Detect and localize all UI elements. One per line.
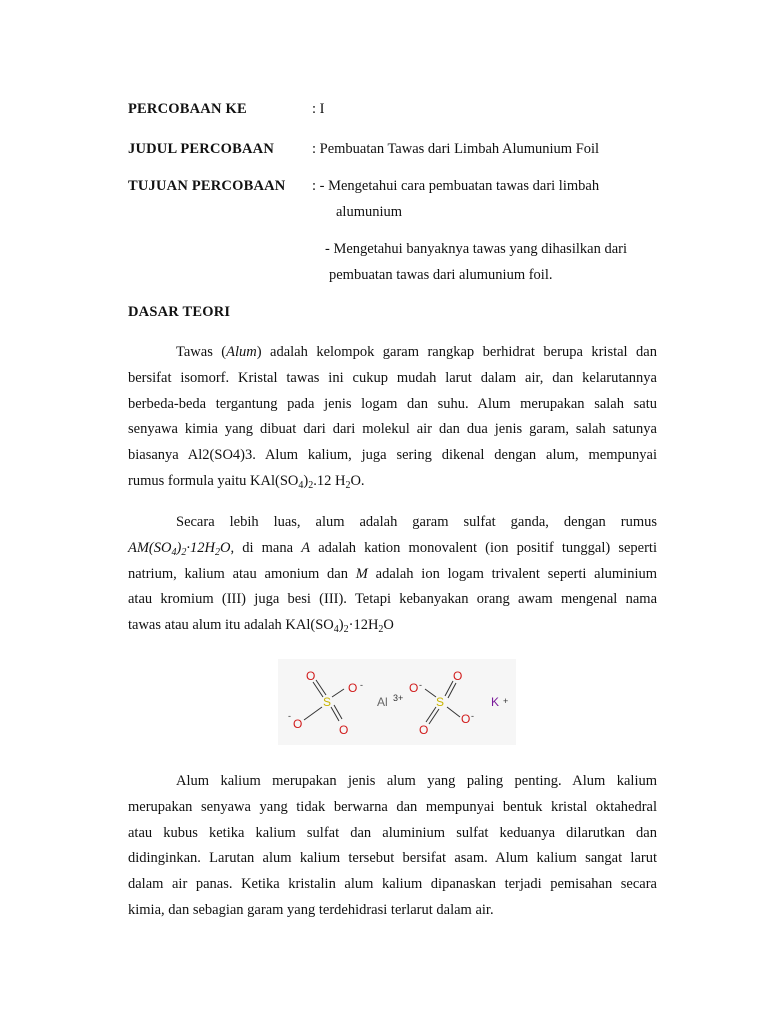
paragraph-line: atau kubus ketika kalium sulfat dan aluminium sulfat keduanya dilarutkan dan	[128, 824, 657, 841]
paragraph-line: $AM(SO_4)_2\cdot 12H_2O$, di mana A adalah kation monovalent (ion positif tunggal) seperti	[128, 539, 657, 558]
sulfur-atom: S	[323, 695, 332, 709]
paragraph-1	[128, 340, 657, 495]
percobaan-ke-value: : I	[312, 101, 325, 117]
paragraph-line: rumus formula yaitu $KAl(SO_4)_2.12$ $H_2O$.	[128, 472, 365, 491]
oxygen-atom: O	[293, 717, 303, 731]
charge-label: +	[503, 696, 509, 706]
oxygen-atom: O	[339, 723, 349, 737]
paragraph-2	[128, 510, 657, 639]
percobaan-ke-label: PERCOBAAN KE	[128, 101, 247, 117]
paragraph-line: atau kromium (III) juga besi (III). Tetapi kebanyakan orang awam mengenal nama	[128, 591, 657, 608]
paragraph-line: bersifat isomorf. Kristal tawas ini cukup mudah larut dalam air, dan kelarutannya	[128, 369, 657, 386]
oxygen-atom: O	[306, 669, 316, 683]
charge-label: -	[360, 680, 363, 690]
judul-percobaan-label: JUDUL PERCOBAAN	[128, 141, 274, 157]
paragraph-line: biasanya Al2(SO4)3. Alum kalium, juga sering dikenal dengan alum, mempunyai	[128, 447, 657, 464]
judul-percobaan-value: : Pembuatan Tawas dari Limbah Alumunium Foil	[312, 141, 600, 157]
oxygen-atom: O	[409, 681, 419, 695]
charge-label: -	[471, 711, 474, 721]
tujuan-item-1-line-2: alumunium	[336, 204, 403, 220]
charge-label: 3+	[393, 693, 404, 703]
oxygen-atom: O	[348, 681, 358, 695]
paragraph-line: Tawas (Alum) adalah kelompok garam rangkap berhidrat berupa kristal dan	[176, 344, 657, 360]
tujuan-item-2-line-2: pembuatan tawas dari alumunium foil.	[329, 267, 553, 283]
paragraph-line: Secara lebih luas, alum adalah garam sulfat ganda, dengan rumus	[176, 514, 657, 530]
sulfur-atom: S	[436, 695, 445, 709]
paragraph-line: merupakan senyawa yang tidak berwarna dan mempunyai bentuk kristal oktahedral	[128, 798, 657, 815]
paragraph-line: didinginkan. Larutan alum kalium tersebut bersifat asam. Alum kalium sangat larut	[128, 850, 657, 867]
tujuan-percobaan-label: TUJUAN PERCOBAAN	[128, 178, 286, 194]
alum-structure-diagram	[278, 659, 516, 745]
paragraph-line: dalam air panas. Ketika kristalin alum kalium dipanaskan terjadi pemisahan secara	[128, 876, 657, 893]
paragraph-line: natrium, kalium atau amonium dan M adalah ion logam trivalent seperti aluminium	[128, 565, 658, 582]
paragraph-line: Alum kalium merupakan jenis alum yang paling penting. Alum kalium	[176, 773, 657, 789]
paragraph-line: kimia, dan sebagian garam yang terdehidrasi terlarut dalam air.	[128, 901, 494, 918]
oxygen-atom: O	[419, 723, 429, 737]
tujuan-item-1-line-1: : - Mengetahui cara pembuatan tawas dari limbah	[312, 178, 600, 194]
charge-label: -	[288, 711, 291, 721]
paragraph-line: berbeda-beda tergantung pada jenis logam dan suhu. Alum merupakan salah satu	[128, 395, 657, 412]
tujuan-item-2-line-1: - Mengetahui banyaknya tawas yang dihasilkan dari	[325, 241, 627, 257]
section-title-dasar-teori: DASAR TEORI	[128, 304, 231, 320]
alum-structure-figure	[278, 659, 516, 745]
paragraph-3	[128, 769, 657, 924]
aluminium-ion: Al	[377, 695, 388, 709]
potassium-ion: K	[491, 695, 500, 709]
oxygen-atom: O	[461, 712, 471, 726]
paragraph-line: senyawa kimia yang dibuat dari dari molekul air dan dua jenis garam, salah satunya	[128, 421, 657, 438]
paragraph-line: tawas atau alum itu adalah $KAl(SO_4)_2\cdot 12H_2O$	[128, 617, 394, 636]
oxygen-atom: O	[453, 669, 463, 683]
charge-label: -	[419, 680, 422, 690]
